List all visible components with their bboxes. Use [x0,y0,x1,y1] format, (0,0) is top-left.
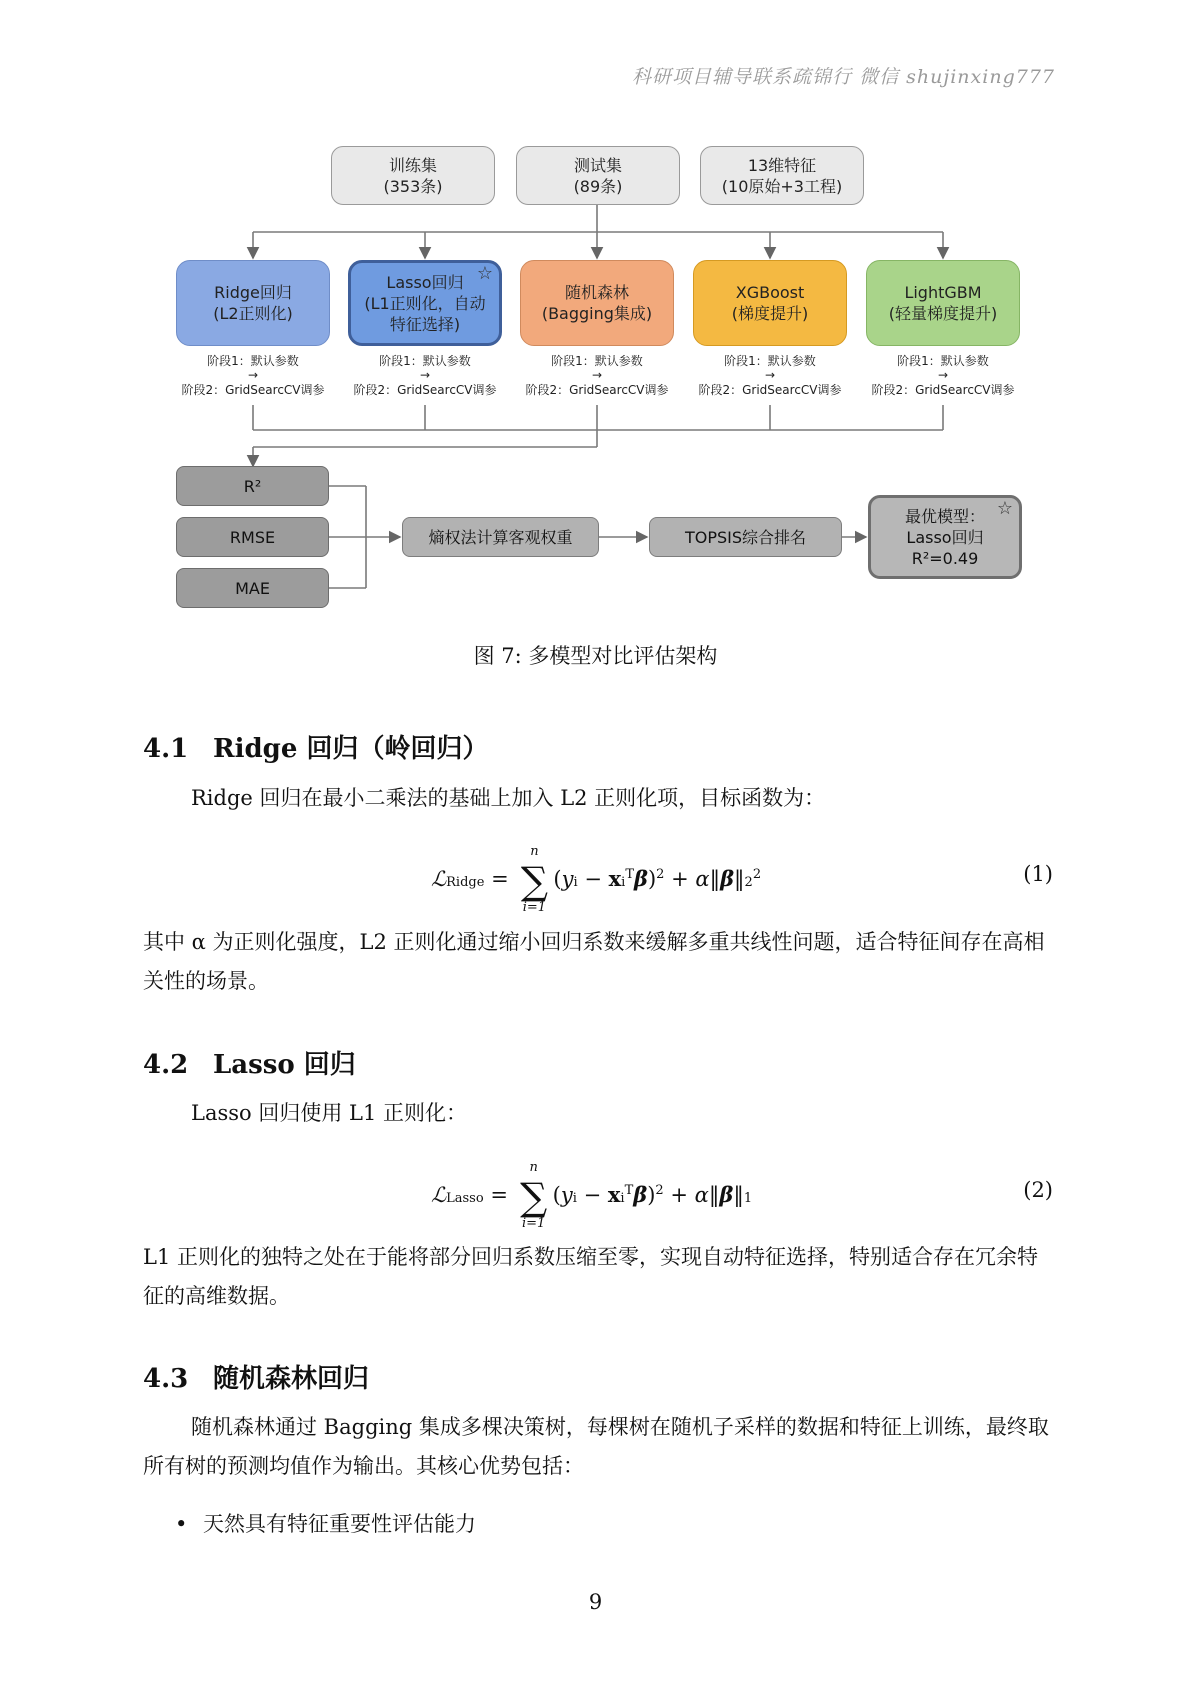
section-title: Lasso 回归 [213,1050,356,1080]
entropy-label: 熵权法计算客观权重 [428,527,573,547]
paragraph-lasso-explanation: L1 正则化的独特之处在于能将部分回归系数压缩至零，实现自动特征选择，特别适合存在冗余特征的高维数据。 [143,1245,1038,1308]
stage1-text: 阶段1：默认参数 [724,354,816,368]
model-box-xgboost [693,260,847,346]
model-lgbm-line2: (轻量梯度提升) [888,304,998,323]
entropy-weight-box [402,517,599,557]
section-heading-4-1 [143,728,488,765]
section-number: 4.3 [143,1364,189,1394]
equation-2-number: (2) [1023,1178,1053,1202]
equation-2 [143,1156,1053,1236]
bullet-dot-icon: • [175,1512,188,1536]
figure-caption: 图 7: 多模型对比评估架构 [473,644,718,668]
input-box-train [331,146,495,205]
input-train-line2: (353条) [383,176,443,196]
stage-arrow-icon: → [247,368,259,382]
model-box-lightgbm [866,260,1020,346]
list-item [175,1508,476,1538]
best-model-box [868,495,1022,579]
metric-r2-label: R² [243,476,262,496]
best-model-line2: Lasso回归 [906,527,984,547]
star-icon: ☆ [476,263,493,284]
input-test-line1: 测试集 [573,155,622,175]
stage2-text: 阶段2：GridSearcCV调参 [698,383,842,397]
model-xgb-line2: (梯度提升) [731,304,809,323]
architecture-diagram [0,0,1191,630]
section-title: Ridge 回归（岭回归） [213,734,489,764]
topsis-box [649,517,842,557]
model-rf-line1: 随机森林 [564,283,629,302]
metric-mae-label: MAE [235,578,270,598]
stage2-text: 阶段2：GridSearcCV调参 [871,383,1015,397]
paragraph-ridge-explanation: 其中 α 为正则化强度，L2 正则化通过缩小回归系数来缓解多重共线性问题，适合特征间存在高相关性的场景。 [143,930,1045,993]
paragraph-lasso-intro: Lasso 回归使用 L1 正则化： [191,1101,467,1125]
input-features-line2: (10原始+3工程) [721,176,843,196]
equation-1-number: (1) [1023,862,1053,886]
page-number: 9 [588,1590,603,1614]
section-number: 4.2 [143,1050,189,1080]
model-lgbm-line1: LightGBM [904,283,982,302]
metric-box-rmse [176,517,329,557]
header-note: 科研项目辅导联系疏锦行 微信 shujinxing777 [632,66,1055,88]
equation-1 [143,840,1053,920]
stage1-text: 阶段1：默认参数 [551,354,643,368]
input-features-line1: 13维特征 [747,155,817,175]
model-ridge-line2: (L2正则化) [213,304,293,323]
stage1-text: 阶段1：默认参数 [207,354,299,368]
section-heading-4-3 [143,1358,369,1395]
equation-2-body: ℒLasso = n ∑ i=1 $(yi - xi^T\beta)^2$ + α‖β‖1 [431,1160,753,1231]
star-icon: ☆ [996,498,1013,519]
model-ridge-line1: Ridge回归 [214,283,292,302]
model-rf-line2: (Bagging集成) [541,304,653,323]
list-item-text: 天然具有特征重要性评估能力 [203,1512,476,1536]
section-title: 随机森林回归 [213,1364,370,1394]
model-lasso-line1: Lasso回归 [386,272,464,292]
stage-label-lightgbm [863,354,1023,397]
model-xgb-line1: XGBoost [735,283,805,302]
stage-arrow-icon: → [764,368,776,382]
metric-rmse-label: RMSE [229,527,276,547]
input-test-line2: (89条) [573,176,623,196]
equation-1-subscript: Ridge [446,875,485,890]
model-box-lasso [348,260,502,346]
topsis-label: TOPSIS综合排名 [684,527,807,547]
input-box-features [700,146,864,205]
stage2-text: 阶段2：GridSearcCV调参 [525,383,669,397]
model-box-ridge [176,260,330,346]
paragraph-random-forest: 随机森林通过 Bagging 集成多棵决策树，每棵树在随机子采样的数据和特征上训练，最终取所有树的预测均值作为输出。其核心优势包括： [143,1415,1049,1478]
stage-label-ridge [173,354,333,397]
stage-label-random-forest [517,354,677,397]
stage-label-xgboost [690,354,850,397]
stage1-text: 阶段1：默认参数 [379,354,471,368]
input-train-line1: 训练集 [388,155,437,175]
stage1-text: 阶段1：默认参数 [897,354,989,368]
stage2-text: 阶段2：GridSearcCV调参 [353,383,497,397]
input-box-test [516,146,680,205]
metric-box-r2 [176,466,329,506]
paragraph-ridge-intro: Ridge 回归在最小二乘法的基础上加入 L2 正则化项，目标函数为： [191,786,826,810]
equation-2-subscript: Lasso [446,1191,484,1206]
section-heading-4-2 [143,1044,356,1081]
stage-arrow-icon: → [419,368,431,382]
best-model-line1: 最优模型： [904,506,985,526]
stage-label-lasso [345,354,505,397]
model-lasso-line2: (L1正则化，自动 [364,293,486,313]
section-number: 4.1 [143,734,189,764]
model-box-random-forest [520,260,674,346]
stage-arrow-icon: → [591,368,603,382]
stage-arrow-icon: → [937,368,949,382]
best-model-line3: R²=0.49 [911,548,979,568]
metric-box-mae [176,568,329,608]
equation-1-body: ℒRidge = n ∑ i=1 $(yi - xi^T\beta)^2$ + $\alpha‖\beta‖2^2$ [431,844,762,915]
stage2-text: 阶段2：GridSearcCV调参 [181,383,325,397]
model-lasso-line3: 特征选择) [389,314,461,334]
